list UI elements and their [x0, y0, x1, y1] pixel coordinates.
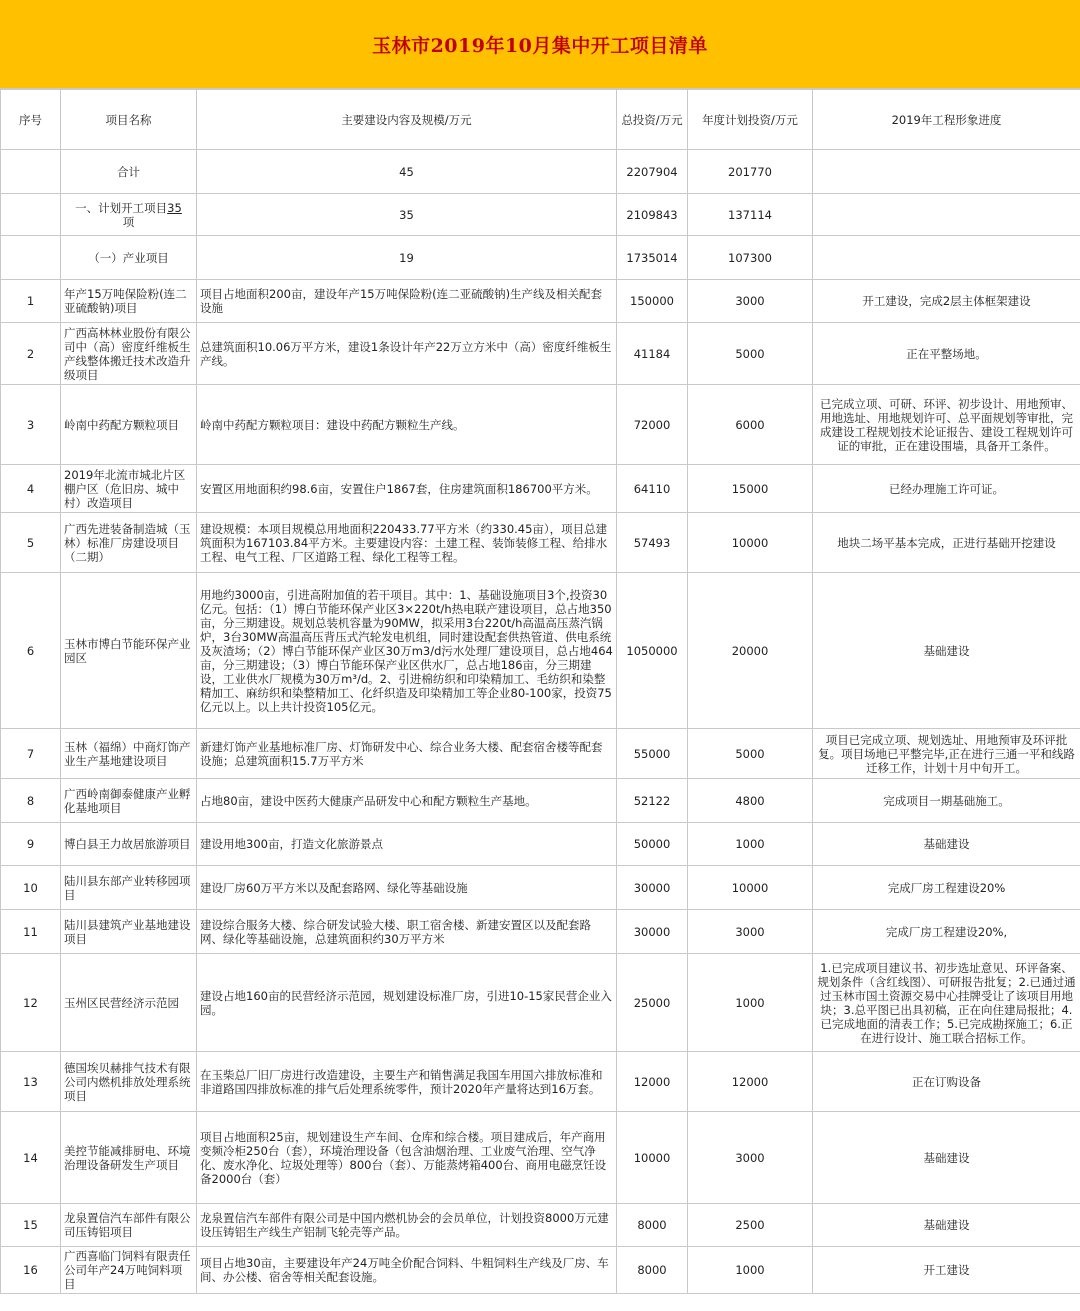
- table-row: [1, 866, 1080, 910]
- table-row: [1, 1112, 1080, 1204]
- row-seq: 15: [1, 1204, 61, 1247]
- row-annual: 6000: [688, 385, 813, 465]
- row-progress: 已完成立项、可研、环评、初步设计、用地预审、用地选址、用地规划许可、总平面规划等审批，完成建设工程规划技术论证报告、建设工程规划许可证的审批，正在建设围墙，具备开工条件。: [813, 385, 1080, 465]
- row-content: 项目占地面积200亩，建设年产15万吨保险粉(连二亚硫酸钠)生产线及相关配套设施: [197, 280, 617, 323]
- summary-annual: 201770: [688, 150, 813, 194]
- row-seq: 16: [1, 1247, 61, 1294]
- row-annual: 1000: [688, 954, 813, 1052]
- summary-name: 合计: [61, 150, 197, 194]
- table-row: [1, 954, 1080, 1052]
- header-total: 总投资/万元: [617, 90, 688, 150]
- table-row: [1, 779, 1080, 823]
- row-seq: 12: [1, 954, 61, 1052]
- summary-total: 1735014: [617, 236, 688, 280]
- summary-content: 19: [197, 236, 617, 280]
- summary-name-prefix: 一、计划开工项目: [75, 200, 168, 215]
- row-content: 项目占地面积25亩，规划建设生产车间、仓库和综合楼。项目建成后，年产商用变频冷柜250台（套），环境治理设备（包含油烟治理、工业废气治理、空气净化、废水净化、垃圾处理等）800台（套）、万能蒸烤箱400台、商用电磁烹饪设备2000台（套）: [197, 1112, 617, 1204]
- summary-seq: [1, 150, 61, 194]
- row-total: 12000: [617, 1052, 688, 1112]
- row-name: 陆川县建筑产业基地建设项目: [61, 910, 197, 954]
- header-progress: 2019年工程形象进度: [813, 90, 1080, 150]
- header-row: [1, 90, 1080, 150]
- row-total: 30000: [617, 866, 688, 910]
- row-content: 项目占地30亩，主要建设年产24万吨全价配合饲料、牛粗饲料生产线及厂房、车间、办公楼、宿舍等相关配套设施。: [197, 1247, 617, 1294]
- summary-content: 45: [197, 150, 617, 194]
- row-name: 博白县王力故居旅游项目: [61, 823, 197, 866]
- row-annual: 10000: [688, 866, 813, 910]
- row-progress: 完成项目一期基础施工。: [813, 779, 1080, 823]
- summary-row-total: [1, 150, 1080, 194]
- row-progress: 1.已完成项目建议书、初步选址意见、环评备案、规划条件（含红线图）、可研报告批复；2.已通过通过玉林市国土资源交易中心挂牌受让了该项目用地块；3.总平图已出具初稿，正在向住建局报批；4.已完成地面的清表工作；5.已完成勘探施工；6.正在进行设计、施工联合招标工作。: [813, 954, 1080, 1052]
- row-content: 安置区用地面积约98.6亩，安置住户1867套，住房建筑面积186700平方米。: [197, 465, 617, 513]
- row-seq: 11: [1, 910, 61, 954]
- row-progress: 项目已完成立项、规划选址、用地预审及环评批复。项目场地已平整完毕,正在进行三通一平和线路迁移工作，计划十月中旬开工。: [813, 729, 1080, 779]
- row-annual: 10000: [688, 513, 813, 573]
- row-seq: 1: [1, 280, 61, 323]
- summary-annual: 107300: [688, 236, 813, 280]
- row-progress: 完成厂房工程建设20%: [813, 866, 1080, 910]
- row-name: 岭南中药配方颗粒项目: [61, 385, 197, 465]
- row-total: 41184: [617, 323, 688, 385]
- summary-name: [61, 194, 197, 236]
- row-name: 陆川县东部产业转移园项目: [61, 866, 197, 910]
- row-name: 玉林市博白节能环保产业园区: [61, 573, 197, 729]
- row-total: 52122: [617, 779, 688, 823]
- table-row: [1, 1247, 1080, 1294]
- summary-progress: [813, 236, 1080, 280]
- row-content: 龙泉置信汽车部件有限公司是中国内燃机协会的会员单位，计划投资8000万元建设压铸铝生产线生产铝制飞轮壳等产品。: [197, 1204, 617, 1247]
- row-total: 8000: [617, 1247, 688, 1294]
- table-row: [1, 1052, 1080, 1112]
- row-annual: 3000: [688, 280, 813, 323]
- table-row: [1, 823, 1080, 866]
- row-name: 美控节能减排厨电、环境治理设备研发生产项目: [61, 1112, 197, 1204]
- row-seq: 2: [1, 323, 61, 385]
- table-row: [1, 465, 1080, 513]
- row-total: 25000: [617, 954, 688, 1052]
- row-seq: 8: [1, 779, 61, 823]
- row-progress: 开工建设，完成2层主体框架建设: [813, 280, 1080, 323]
- summary-progress: [813, 150, 1080, 194]
- header-name: 项目名称: [61, 90, 197, 150]
- row-name: 德国埃贝赫排气技术有限公司内燃机排放处理系统项目: [61, 1052, 197, 1112]
- row-content: 建设占地160亩的民营经济示范园，规划建设标准厂房，引进10-15家民营企业入园。: [197, 954, 617, 1052]
- row-progress: 正在订购设备: [813, 1052, 1080, 1112]
- row-seq: 9: [1, 823, 61, 866]
- title-bar: [0, 0, 1080, 89]
- row-name: 广西喜临门饲料有限责任公司年产24万吨饲料项目: [61, 1247, 197, 1294]
- summary-seq: [1, 194, 61, 236]
- row-total: 150000: [617, 280, 688, 323]
- row-annual: 1000: [688, 823, 813, 866]
- row-progress: 完成厂房工程建设20%,: [813, 910, 1080, 954]
- header-annual: 年度计划投资/万元: [688, 90, 813, 150]
- summary-total: 2109843: [617, 194, 688, 236]
- row-annual: 5000: [688, 323, 813, 385]
- row-content: 建设规模：本项目规模总用地面积220433.77平方米（约330.45亩），项目总建筑面积为167103.84平方米。主要建设内容：土建工程、装饰装修工程、给排水工程、电气工程、厂区道路工程、绿化工程等工程。: [197, 513, 617, 573]
- row-seq: 10: [1, 866, 61, 910]
- row-content: 新建灯饰产业基地标准厂房、灯饰研发中心、综合业务大楼、配套宿舍楼等配套设施；总建筑面积15.7万平方米: [197, 729, 617, 779]
- row-seq: 5: [1, 513, 61, 573]
- row-total: 8000: [617, 1204, 688, 1247]
- row-seq: 13: [1, 1052, 61, 1112]
- row-total: 64110: [617, 465, 688, 513]
- row-name: 广西先进装备制造城（玉林）标准厂房建设项目（二期）: [61, 513, 197, 573]
- summary-annual: 137114: [688, 194, 813, 236]
- summary-name-suffix: 项: [122, 214, 135, 229]
- row-name: 2019年北流市城北片区棚户区（危旧房、城中村）改造项目: [61, 465, 197, 513]
- row-name: 广西岭南御泰健康产业孵化基地项目: [61, 779, 197, 823]
- table-row: [1, 385, 1080, 465]
- summary-content: 35: [197, 194, 617, 236]
- row-progress: 已经办理施工许可证。: [813, 465, 1080, 513]
- row-annual: 12000: [688, 1052, 813, 1112]
- header-content: 主要建设内容及规模/万元: [197, 90, 617, 150]
- row-name: 玉林（福绵）中商灯饰产业生产基地建设项目: [61, 729, 197, 779]
- summary-total: 2207904: [617, 150, 688, 194]
- row-progress: 开工建设: [813, 1247, 1080, 1294]
- table-row: [1, 1204, 1080, 1247]
- row-progress: 基础建设: [813, 1204, 1080, 1247]
- summary-progress: [813, 194, 1080, 236]
- row-seq: 14: [1, 1112, 61, 1204]
- table-row: [1, 280, 1080, 323]
- row-annual: 2500: [688, 1204, 813, 1247]
- project-rows: [1, 280, 1080, 1294]
- row-content: 建设厂房60万平方米以及配套路网、绿化等基础设施: [197, 866, 617, 910]
- row-annual: 3000: [688, 1112, 813, 1204]
- header-seq: 序号: [1, 90, 61, 150]
- row-seq: 4: [1, 465, 61, 513]
- row-name: 龙泉置信汽车部件有限公司压铸铝项目: [61, 1204, 197, 1247]
- row-content: 建设用地300亩，打造文化旅游景点: [197, 823, 617, 866]
- row-name: 玉州区民营经济示范园: [61, 954, 197, 1052]
- row-progress: 正在平整场地。: [813, 323, 1080, 385]
- summary-row-planned: [1, 194, 1080, 236]
- row-annual: 3000: [688, 910, 813, 954]
- row-total: 1050000: [617, 573, 688, 729]
- row-content: 占地80亩，建设中医药大健康产品研发中心和配方颗粒生产基地。: [197, 779, 617, 823]
- row-content: 用地约3000亩，引进高附加值的若干项目。其中：1、基础设施项目3个,投资30亿元。包括：（1）博白节能环保产业区3×220t/h热电联产建设项目，总占地350亩，分三期建设。规划总装机容量为90MW，拟采用3台220t/h高温高压蒸汽锅炉，3台30MW高温高压背压式汽轮发电机组，同时建设配套供热管道、供电系统及灰渣场；（2）博白节能环保产业区30万m3/d污水处理厂建设项目，总占地464亩，分三期建设；（3）博白节能环保产业区供水厂，总占地186亩，分三期建设，工业供水厂规模为30万m³/d。2、引进棉纺织和印染精加工、毛纺织和染整精加工、麻纺织和染整精加工、化纤织造及印染精加工等企业80-100家，投资75亿元以上。以上共计投资105亿元。: [197, 573, 617, 729]
- row-annual: 4800: [688, 779, 813, 823]
- row-total: 10000: [617, 1112, 688, 1204]
- project-table: [0, 89, 1080, 1294]
- summary-name-count: 35: [167, 200, 182, 215]
- summary-row-industry: [1, 236, 1080, 280]
- table-row: [1, 573, 1080, 729]
- row-total: 57493: [617, 513, 688, 573]
- row-progress: 地块二场平基本完成，正进行基础开挖建设: [813, 513, 1080, 573]
- row-annual: 20000: [688, 573, 813, 729]
- row-name: 年产15万吨保险粉(连二亚硫酸钠)项目: [61, 280, 197, 323]
- row-total: 55000: [617, 729, 688, 779]
- row-progress: 基础建设: [813, 823, 1080, 866]
- summary-name: （一）产业项目: [61, 236, 197, 280]
- row-total: 72000: [617, 385, 688, 465]
- row-name: 广西高林林业股份有限公司中（高）密度纤维板生产线整体搬迁技术改造升级项目: [61, 323, 197, 385]
- row-content: 岭南中药配方颗粒项目：建设中药配方颗粒生产线。: [197, 385, 617, 465]
- row-total: 50000: [617, 823, 688, 866]
- table-row: [1, 729, 1080, 779]
- summary-seq: [1, 236, 61, 280]
- row-content: 总建筑面积10.06万平方米，建设1条设计年产22万立方米中（高）密度纤维板生产线。: [197, 323, 617, 385]
- row-content: 建设综合服务大楼、综合研发试验大楼、职工宿舍楼、新建安置区以及配套路网、绿化等基础设施，总建筑面积约30万平方米: [197, 910, 617, 954]
- page-title: 玉林市2019年10月集中开工项目清单: [372, 34, 708, 57]
- table-row: [1, 910, 1080, 954]
- row-content: 在玉柴总厂旧厂房进行改造建设，主要生产和销售满足我国车用国六排放标准和非道路国四排放标准的排气后处理系统零件，预计2020年产量将达到16万套。: [197, 1052, 617, 1112]
- row-seq: 7: [1, 729, 61, 779]
- row-progress: 基础建设: [813, 1112, 1080, 1204]
- row-total: 30000: [617, 910, 688, 954]
- row-seq: 6: [1, 573, 61, 729]
- row-annual: 5000: [688, 729, 813, 779]
- table-row: [1, 323, 1080, 385]
- row-annual: 15000: [688, 465, 813, 513]
- row-seq: 3: [1, 385, 61, 465]
- table-row: [1, 513, 1080, 573]
- row-annual: 1000: [688, 1247, 813, 1294]
- row-progress: 基础建设: [813, 573, 1080, 729]
